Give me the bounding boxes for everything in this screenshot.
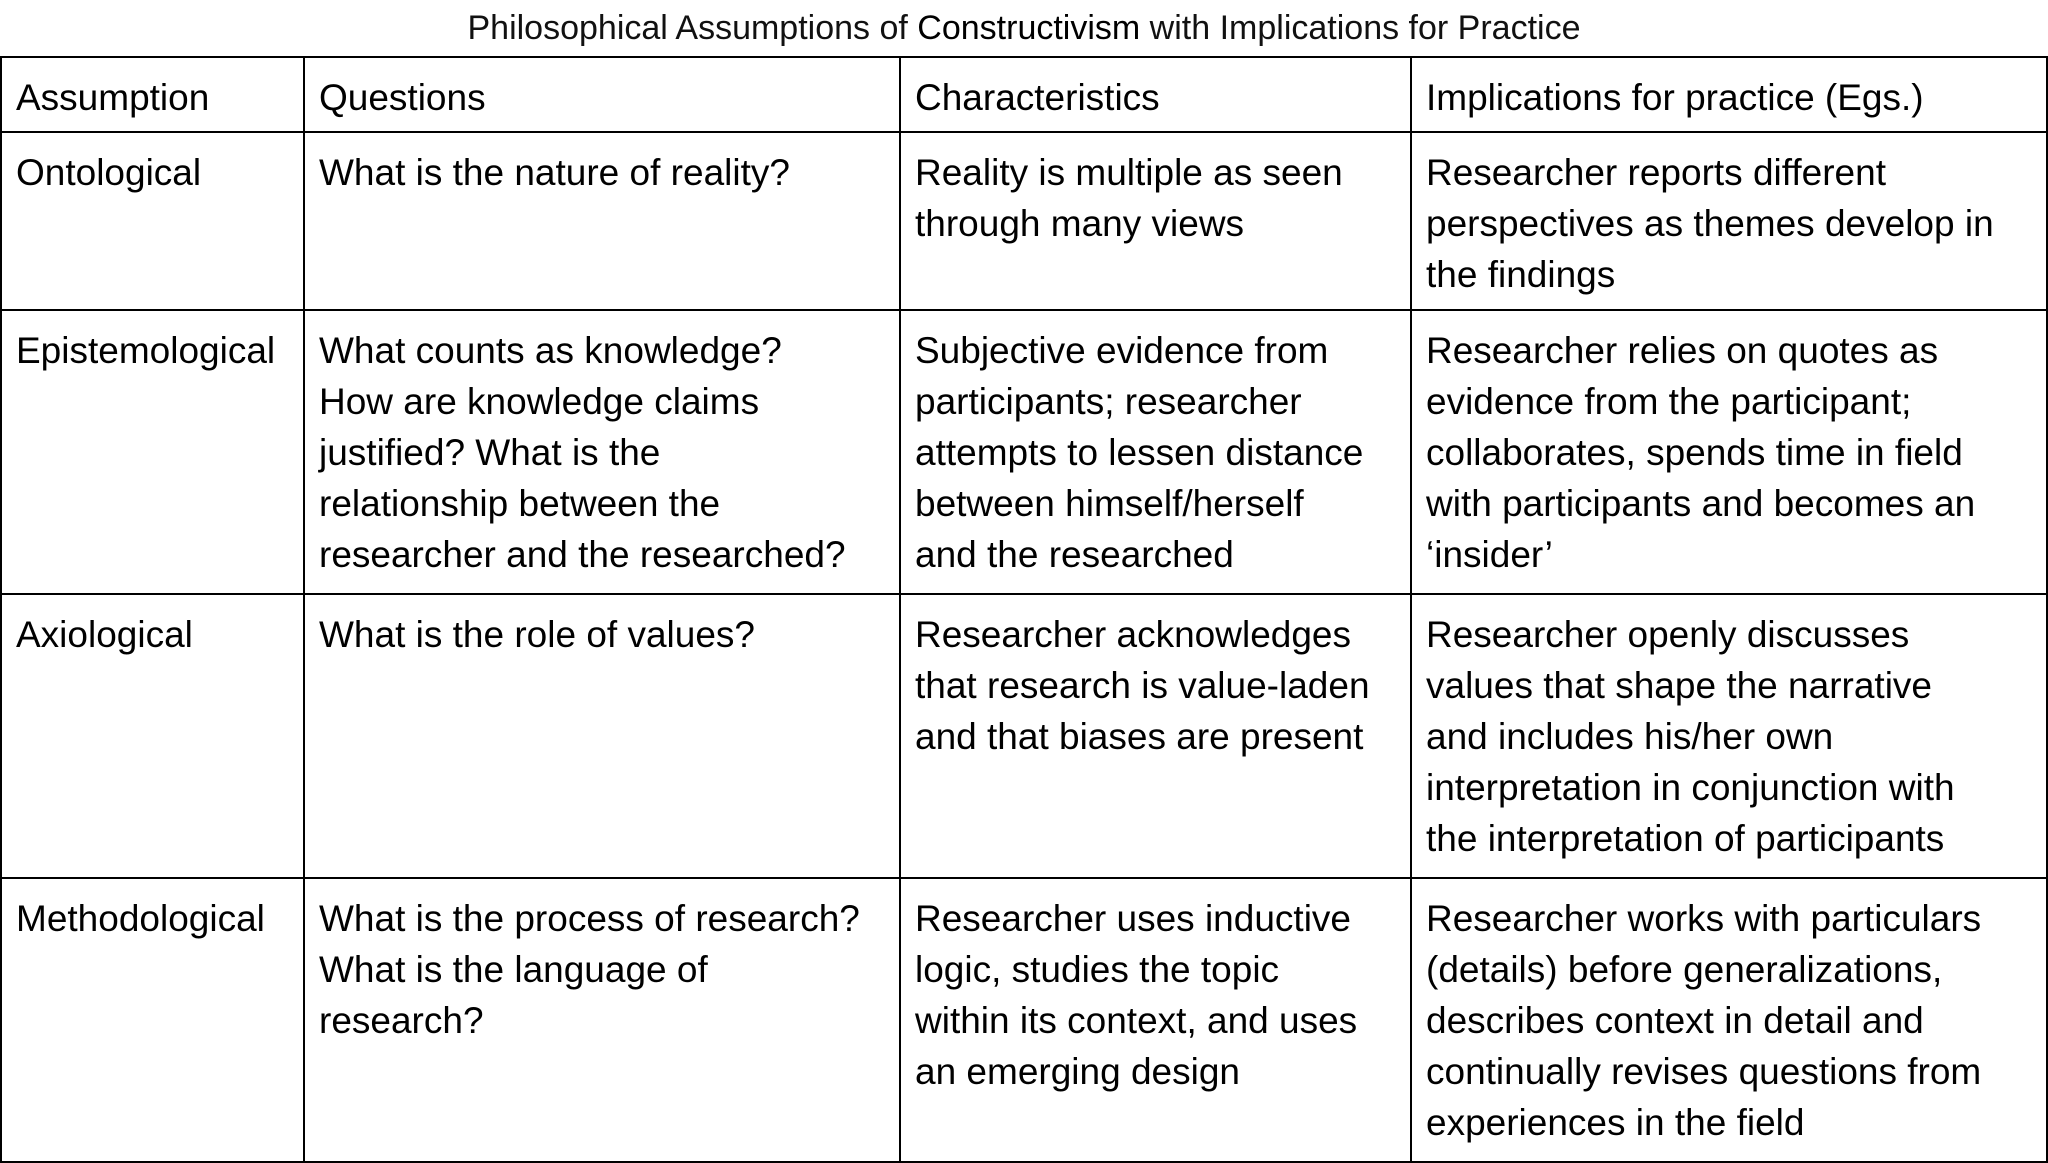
cell-line: How are knowledge claims [319, 381, 760, 422]
cell-questions [304, 310, 900, 594]
cell-line: Reality is multiple as seen [915, 152, 1343, 193]
cell-line: What is the language of [319, 949, 708, 990]
cell-line: What counts as knowledge? [319, 330, 782, 371]
cell-characteristics [900, 878, 1411, 1162]
title-emphasis: Constructivism [917, 9, 1141, 47]
cell-line: through many views [915, 203, 1245, 244]
header-characteristics: Characteristics [900, 57, 1411, 132]
title-text: Philosophical Assumptions of [467, 9, 918, 47]
cell-line: research? [319, 1000, 484, 1041]
cell-line: that research is value-laden [915, 665, 1370, 706]
page-title [0, 4, 2048, 52]
cell-line: Epistemological [16, 330, 276, 371]
cell-line: collaborates, spends time in field [1426, 432, 1963, 473]
cell-line: the findings [1426, 254, 1616, 295]
cell-line: Researcher works with particulars [1426, 898, 1982, 939]
header-assumption: Assumption [1, 57, 304, 132]
cell-line: between himself/herself [915, 483, 1304, 524]
cell-line: What is the role of values? [319, 614, 755, 655]
table-row [1, 310, 2047, 594]
cell-assumption [1, 132, 304, 310]
cell-line: ‘insider’ [1426, 534, 1553, 575]
cell-line: Methodological [16, 898, 265, 939]
cell-line: (details) before generalizations, [1426, 949, 1943, 990]
title-text-end: with Implications for Practice [1140, 9, 1581, 47]
cell-line: evidence from the participant; [1426, 381, 1912, 422]
cell-line: the interpretation of participants [1426, 818, 1945, 859]
cell-line: researcher and the researched? [319, 534, 846, 575]
table-row [1, 878, 2047, 1162]
cell-assumption [1, 310, 304, 594]
cell-line: within its context, and uses [915, 1000, 1358, 1041]
cell-implications [1411, 310, 2047, 594]
cell-line: with participants and becomes an [1426, 483, 1976, 524]
cell-line: Researcher uses inductive [915, 898, 1351, 939]
cell-line: and the researched [915, 534, 1234, 575]
table-header-row [1, 57, 2047, 132]
cell-line: Axiological [16, 614, 193, 655]
cell-line: Researcher acknowledges [915, 614, 1352, 655]
cell-line: What is the process of research? [319, 898, 860, 939]
cell-line: perspectives as themes develop in [1426, 203, 1994, 244]
cell-line: logic, studies the topic [915, 949, 1280, 990]
cell-line: values that shape the narrative [1426, 665, 1932, 706]
cell-line: an emerging design [915, 1051, 1240, 1092]
cell-implications [1411, 878, 2047, 1162]
cell-line: Researcher openly discusses [1426, 614, 1910, 655]
cell-line: participants; researcher [915, 381, 1302, 422]
cell-characteristics [900, 132, 1411, 310]
cell-line: Researcher reports different [1426, 152, 1886, 193]
cell-questions [304, 132, 900, 310]
header-questions: Questions [304, 57, 900, 132]
cell-line: relationship between the [319, 483, 721, 524]
assumptions-table [0, 56, 2048, 1163]
cell-questions [304, 878, 900, 1162]
cell-line: Ontological [16, 152, 202, 193]
cell-line: and that biases are present [915, 716, 1364, 757]
header-implications: Implications for practice (Egs.) [1411, 57, 2047, 132]
cell-line: attempts to lessen distance [915, 432, 1364, 473]
cell-line: What is the nature of reality? [319, 152, 790, 193]
cell-characteristics [900, 594, 1411, 878]
cell-line: describes context in detail and [1426, 1000, 1924, 1041]
cell-assumption [1, 594, 304, 878]
cell-line: Subjective evidence from [915, 330, 1329, 371]
cell-line: justified? What is the [319, 432, 661, 473]
cell-line: and includes his/her own [1426, 716, 1834, 757]
cell-line: continually revises questions from [1426, 1051, 1982, 1092]
table-row [1, 132, 2047, 310]
table-row [1, 594, 2047, 878]
cell-implications [1411, 132, 2047, 310]
cell-line: experiences in the field [1426, 1102, 1805, 1143]
cell-implications [1411, 594, 2047, 878]
cell-characteristics [900, 310, 1411, 594]
cell-questions [304, 594, 900, 878]
cell-line: Researcher relies on quotes as [1426, 330, 1939, 371]
cell-line: interpretation in conjunction with [1426, 767, 1955, 808]
cell-assumption [1, 878, 304, 1162]
